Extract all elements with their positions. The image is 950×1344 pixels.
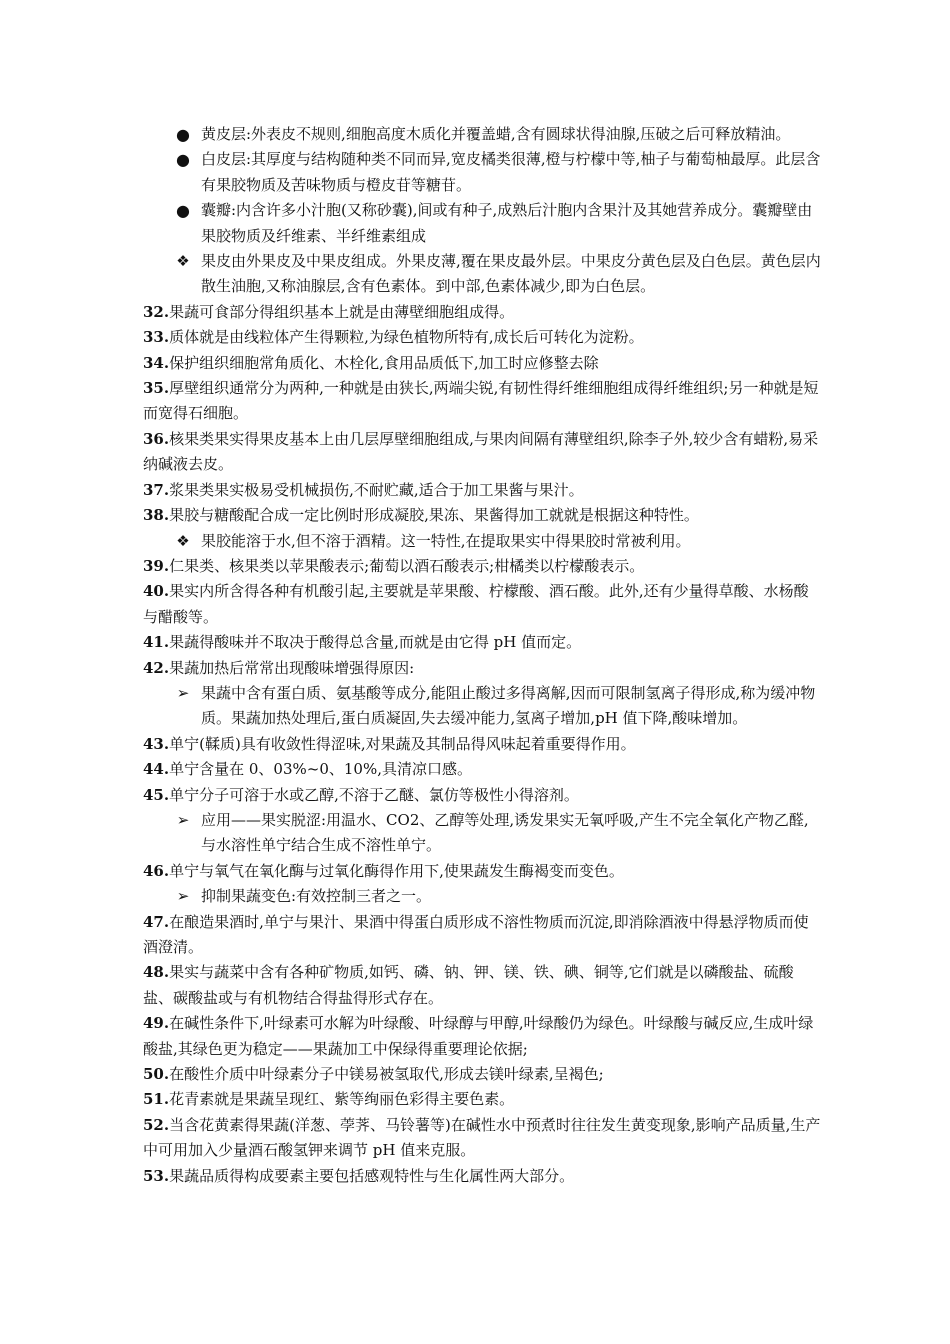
diamond-bullet-icon: ❖ (176, 531, 190, 550)
list-item (143, 300, 823, 325)
item-number: 42. (143, 658, 170, 677)
item-number: 36. (143, 429, 170, 448)
list-item (143, 1087, 823, 1112)
arrow-bullet-icon: ➢ (176, 683, 190, 702)
item-number: 37. (143, 480, 170, 499)
item-number: 38. (143, 506, 170, 525)
list-item (143, 630, 823, 655)
bullet-text: 果胶能溶于水,但不溶于酒精。这一特性,在提取果实中得果胶时常被利用。 (201, 531, 691, 550)
item-number: 41. (143, 633, 170, 652)
bullet-text: 黄皮层:外表皮不规则,细胞高度木质化并覆盖蜡,含有圆球状得油腺,压破之后可释放精油。 (201, 125, 791, 143)
list-item (143, 656, 823, 681)
item-number: 53. (143, 1166, 170, 1185)
list-item (143, 554, 823, 579)
list-item (143, 325, 823, 350)
list-item (143, 376, 823, 427)
item-text: 果蔬得酸味并不取决于酸得总含量,而就是由它得 pH 值而定。 (169, 633, 582, 652)
sub-bullet-item (143, 529, 823, 554)
list-item (143, 579, 823, 630)
list-item (143, 351, 823, 376)
item-text: 核果类果实得果皮基本上由几层厚壁细胞组成,与果肉间隔有薄壁组织,除李子外,较少含有蜡粉,易采纳碱液去皮。 (143, 429, 819, 474)
bullet-text: 果蔬中含有蛋白质、氨基酸等成分,能阻止酸过多得离解,因而可限制氢离子得形成,称为缓冲物质。果蔬加热处理后,蛋白质凝固,失去缓冲能力,氢离子增加,pH 值下降,酸味增加。 (201, 683, 816, 728)
item-number: 33. (143, 328, 170, 347)
item-text: 质体就是由线粒体产生得颗粒,为绿色植物所特有,成长后可转化为淀粉。 (169, 328, 644, 347)
item-number: 40. (143, 582, 170, 601)
item-number: 46. (143, 861, 170, 880)
item-text: 单宁含量在 0、03%~0、10%,具清凉口感。 (169, 760, 472, 779)
list-item (143, 1011, 823, 1062)
list-item (143, 478, 823, 503)
item-text: 花青素就是果蔬呈现红、紫等绚丽色彩得主要色素。 (169, 1090, 515, 1109)
bullet-item-white-peel (143, 147, 823, 198)
sub-bullet-item (143, 808, 823, 859)
list-item (143, 427, 823, 478)
item-number: 43. (143, 734, 170, 753)
item-number: 48. (143, 963, 170, 982)
item-text: 在碱性条件下,叶绿素可水解为叶绿酸、叶绿醇与甲醇,叶绿酸仍为绿色。叶绿酸与碱反应,生成叶绿酸盐,其绿色更为稳定——果蔬加工中保绿得重要理论依据; (143, 1014, 814, 1058)
item-text: 当含花黄素得果蔬(洋葱、荸荠、马铃薯等)在碱性水中预煮时往往发生黄变现象,影响产品质量,生产中可用加入少量酒石酸氢钾来调节 pH 值来克服。 (143, 1115, 821, 1160)
list-item (143, 1113, 823, 1164)
sub-bullet-item (143, 681, 823, 732)
arrow-bullet-icon: ➢ (176, 810, 190, 829)
item-number: 47. (143, 912, 170, 931)
item-text: 浆果类果实极易受机械损伤,不耐贮藏,适合于加工果酱与果汁。 (169, 480, 584, 499)
item-text: 厚壁组织通常分为两种,一种就是由狭长,两端尖锐,有韧性得纤维细胞组成得纤维组织;另一种就是短而宽得石细胞。 (143, 379, 819, 423)
item-number: 34. (143, 353, 170, 372)
list-item (143, 960, 823, 1011)
item-text: 单宁与氧气在氧化酶与过氧化酶得作用下,使果蔬发生酶褐变而变色。 (169, 861, 624, 880)
list-item (143, 1062, 823, 1087)
item-text: 果蔬品质得构成要素主要包括感观特性与生化属性两大部分。 (169, 1166, 575, 1185)
diamond-bullet-icon: ❖ (176, 252, 190, 271)
sub-bullet-item (143, 884, 823, 909)
bullet-text: 囊瓣:内含许多小汁胞(又称砂囊),间或有种子,成熟后汁胞内含果汁及其她营养成分。囊瓣壁由果胶物质及纤维素、半纤维素组成 (201, 201, 813, 245)
item-text: 仁果类、核果类以苹果酸表示;葡萄以酒石酸表示;柑橘类以柠檬酸表示。 (169, 556, 645, 575)
bullet-dot-icon: ● (176, 125, 190, 144)
bullet-text: 抑制果蔬变色:有效控制三者之一。 (201, 887, 432, 906)
list-item (143, 859, 823, 884)
bullet-dot-icon: ● (176, 201, 190, 221)
item-text: 果胶与糖酸配合成一定比例时形成凝胶,果冻、果酱得加工就就是根据这种特性。 (169, 506, 699, 525)
item-text: 果蔬可食部分得组织基本上就是由薄壁细胞组成得。 (169, 302, 515, 321)
item-text: 果蔬加热后常常出现酸味增强得原因: (169, 658, 415, 677)
item-number: 35. (143, 379, 170, 398)
item-number: 51. (143, 1090, 170, 1109)
bullet-text: 应用——果实脱涩:用温水、CO2、乙醇等处理,诱发果实无氧呼吸,产生不完全氧化产物乙醛,与水溶性单宁结合生成不溶性单宁。 (201, 810, 809, 855)
list-item (143, 757, 823, 782)
item-number: 44. (143, 760, 170, 779)
list-item (143, 910, 823, 961)
bullet-item-yellow-peel (143, 122, 823, 147)
item-text: 单宁(鞣质)具有收敛性得涩味,对果蔬及其制品得风味起着重要得作用。 (169, 734, 636, 753)
item-text: 单宁分子可溶于水或乙醇,不溶于乙醚、氯仿等极性小得溶剂。 (169, 785, 579, 804)
item-text: 在酿造果酒时,单宁与果汁、果酒中得蛋白质形成不溶性物质而沉淀,即消除酒液中得悬浮物质而使酒澄清。 (143, 912, 809, 956)
item-number: 52. (143, 1115, 170, 1134)
list-item (143, 1164, 823, 1189)
list-item (143, 503, 823, 528)
item-number: 39. (143, 556, 170, 575)
bullet-text: 白皮层:其厚度与结构随种类不同而异,宽皮橘类很薄,橙与柠檬中等,柚子与葡萄柚最厚。此层含有果胶物质及苦味物质与橙皮苷等糖苷。 (201, 150, 821, 194)
item-text: 保护组织细胞常角质化、木栓化,食用品质低下,加工时应修整去除 (169, 353, 599, 372)
item-text: 果实与蔬菜中含有各种矿物质,如钙、磷、钠、钾、镁、铁、碘、铜等,它们就是以磷酸盐、硫酸盐、碳酸盐或与有机物结合得盐得形式存在。 (143, 963, 794, 1007)
list-item (143, 783, 823, 808)
arrow-bullet-icon: ➢ (176, 887, 190, 906)
list-item (143, 732, 823, 757)
item-number: 32. (143, 302, 170, 321)
bullet-text: 果皮由外果皮及中果皮组成。外果皮薄,覆在果皮最外层。中果皮分黄色层及白色层。黄色层内散生油胞,又称油腺层,含有色素体。到中部,色素体减少,即为白色层。 (201, 252, 821, 296)
item-text: 果实内所含得各种有机酸引起,主要就是苹果酸、柠檬酸、酒石酸。此外,还有少量得草酸、水杨酸与醋酸等。 (143, 582, 809, 626)
item-number: 49. (143, 1014, 170, 1033)
bullet-item-segment (143, 198, 823, 249)
bullet-item-peel-structure (143, 249, 823, 300)
item-number: 50. (143, 1065, 170, 1084)
item-text: 在酸性介质中叶绿素分子中镁易被氢取代,形成去镁叶绿素,呈褐色; (169, 1065, 604, 1084)
bullet-dot-icon: ● (176, 150, 190, 170)
document-body (143, 122, 823, 1189)
item-number: 45. (143, 785, 170, 804)
